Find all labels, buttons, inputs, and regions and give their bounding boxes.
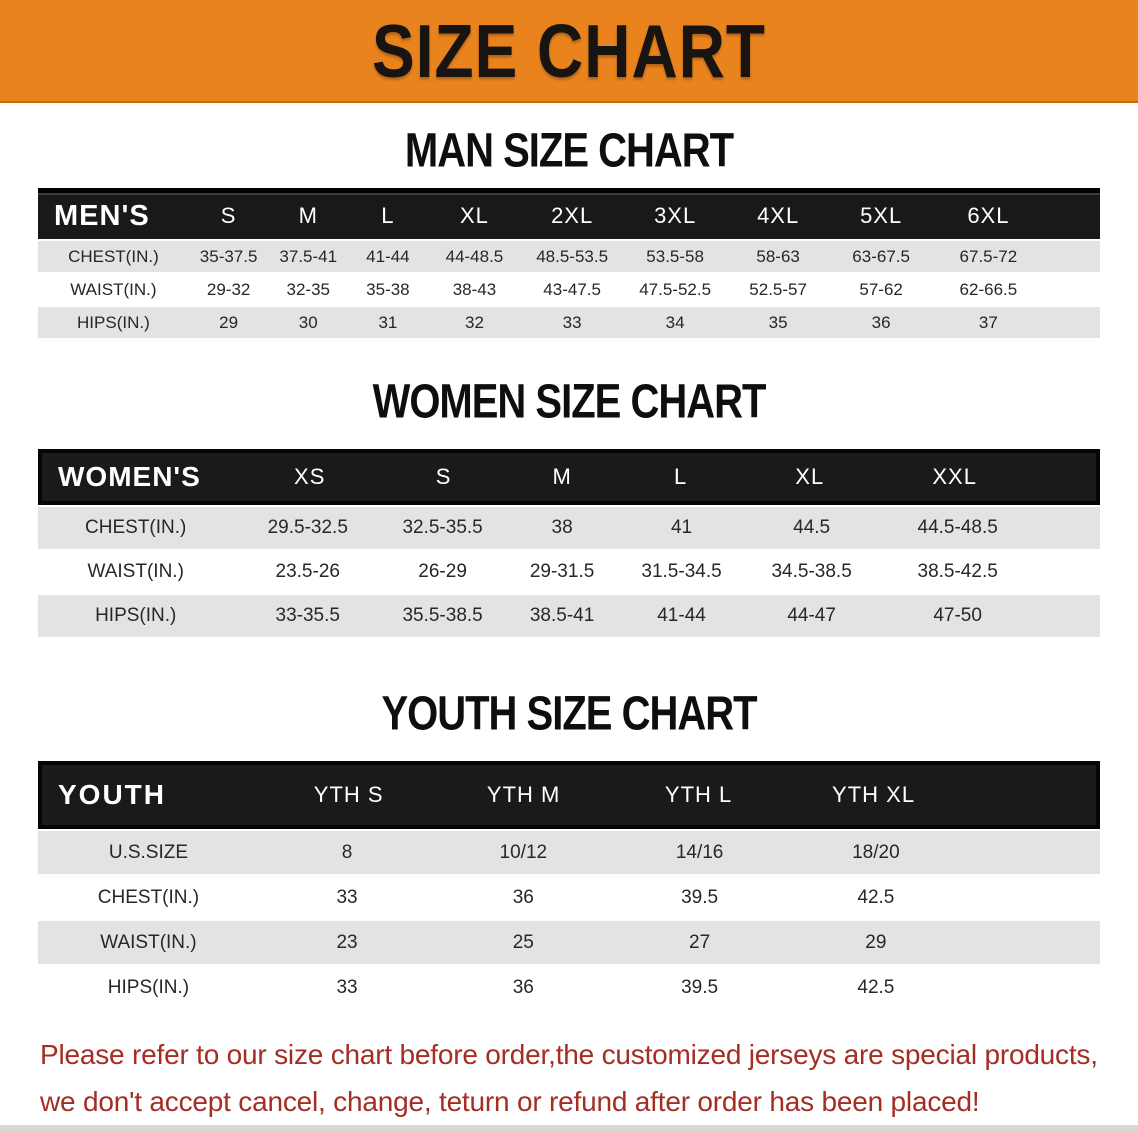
women-table-header-row [38,449,1100,505]
size-column-header: S [435,464,452,489]
size-value-cell: 25 [512,931,534,953]
size-value-cell: 35.5-38.5 [402,605,483,626]
women-section-heading-text: WOMEN SIZE CHART [372,375,766,429]
size-value-cell: 41 [670,517,693,538]
size-value-cell: 30 [298,312,318,332]
row-label: WAIST(IN.) [70,279,157,299]
size-column-header: 3XL [654,203,697,228]
size-column-header: 2XL [551,203,594,228]
size-value-cell: 23 [336,931,358,953]
size-value-cell: 38-43 [452,279,497,299]
size-value-cell: 42.5 [857,886,895,908]
size-value-cell: 42.5 [857,976,895,998]
women-waist-row [38,551,1100,593]
size-value-cell: 29-32 [206,279,251,299]
banner [0,0,1138,103]
size-value-cell: 29.5-32.5 [267,517,348,538]
size-column-header: XL [795,464,825,489]
size-value-cell: 57-62 [859,279,903,299]
size-value-cell: 36 [871,312,891,332]
size-value-cell: 18/20 [852,841,900,863]
size-value-cell: 34.5-38.5 [771,561,852,582]
disclaimer-line-1: Please refer to our size chart before order,the customized jerseys are special products, [40,1039,1098,1070]
youth-section-heading [0,687,1138,741]
row-label: U.S.SIZE [108,841,189,863]
size-column-header: YTH XL [832,782,916,807]
row-label: CHEST(IN.) [68,246,159,266]
size-value-cell: 52.5-57 [749,279,807,299]
size-value-cell: 39.5 [681,976,719,998]
size-value-cell: 58-63 [756,246,800,266]
youth-size-table [38,761,1100,1009]
men-section-heading-text: MAN SIZE CHART [404,124,734,178]
size-value-cell: 33 [562,312,582,332]
size-column-header: YTH S [313,782,384,807]
row-label: CHEST(IN.) [85,517,187,538]
page-title: SIZE CHART [372,8,766,93]
size-column-header: L [381,203,395,228]
size-column-header: S [220,203,237,228]
size-value-cell: 33 [336,976,358,998]
youth-waist-row [38,921,1100,964]
size-value-cell: 47-50 [933,605,982,626]
size-value-cell: 29-31.5 [529,561,595,582]
size-value-cell: 47.5-52.5 [639,279,712,299]
row-label: HIPS(IN.) [95,605,177,626]
men-table-corner-label: MEN'S [54,199,150,232]
youth-table-corner-label: YOUTH [58,779,166,810]
size-value-cell: 62-66.5 [959,279,1018,299]
row-label: WAIST(IN.) [100,931,197,953]
row-label: WAIST(IN.) [87,561,184,582]
size-value-cell: 53.5-58 [646,246,704,266]
row-label: HIPS(IN.) [77,312,150,332]
size-value-cell: 35-38 [366,279,410,299]
size-column-header: XS [294,464,326,489]
size-column-header: YTH L [664,782,733,807]
women-section-heading [0,375,1138,429]
youth-section-heading-text: YOUTH SIZE CHART [381,687,757,741]
size-column-header: XXL [932,464,977,489]
size-column-header: M [298,203,318,228]
size-value-cell: 35-37.5 [199,246,258,266]
size-value-cell: 32 [464,312,484,332]
size-value-cell: 32.5-35.5 [402,517,483,538]
women-size-table [38,449,1100,637]
size-value-cell: 29 [865,931,887,953]
size-value-cell: 43-47.5 [543,279,601,299]
size-value-cell: 27 [689,931,711,953]
size-value-cell: 63-67.5 [852,246,910,266]
size-value-cell: 33 [336,886,358,908]
bottom-edge-strip [0,1125,1138,1132]
size-value-cell: 37.5-41 [279,246,338,266]
disclaimer-line-2: we don't accept cancel, change, teturn or refund after order has been placed! [40,1086,980,1117]
youth-table-header-row [38,761,1100,829]
size-column-header: L [674,464,688,489]
youth-hips-row [38,966,1100,1009]
size-value-cell: 44-48.5 [445,246,504,266]
disclaimer [40,1031,1138,1125]
women-table-corner-label: WOMEN'S [58,461,201,492]
row-label: HIPS(IN.) [107,976,190,998]
size-value-cell: 31.5-34.5 [641,561,722,582]
women-hips-row [38,595,1100,637]
men-chest-row [38,241,1100,272]
size-value-cell: 41-44 [657,605,706,626]
size-column-header: XL [459,203,489,228]
size-column-header: 4XL [757,203,800,228]
size-value-cell: 36 [512,976,534,998]
size-value-cell: 32-35 [286,279,330,299]
size-value-cell: 10/12 [499,841,548,863]
size-value-cell: 34 [665,312,685,332]
size-value-cell: 38 [551,517,573,538]
size-value-cell: 36 [512,886,534,908]
size-value-cell: 33-35.5 [275,605,340,626]
youth-ussize-row [38,831,1100,874]
size-column-header: 5XL [860,203,903,228]
size-column-header: 6XL [967,203,1010,228]
row-label: CHEST(IN.) [97,886,200,908]
size-value-cell: 38.5-42.5 [917,561,998,582]
men-table-header-row [38,188,1100,239]
size-column-header: YTH M [486,782,561,807]
size-value-cell: 8 [341,841,353,863]
size-value-cell: 26-29 [418,561,467,582]
size-column-header: M [552,464,572,489]
size-value-cell: 67.5-72 [959,246,1018,266]
size-value-cell: 29 [219,312,239,332]
youth-chest-row [38,876,1100,919]
size-value-cell: 44-47 [787,605,836,626]
men-section-heading [0,124,1138,178]
size-value-cell: 38.5-41 [529,605,595,626]
size-value-cell: 35 [768,312,788,332]
size-value-cell: 44.5-48.5 [917,517,998,538]
size-value-cell: 14/16 [675,841,724,863]
size-value-cell: 23.5-26 [275,561,340,582]
men-hips-row [38,307,1100,338]
size-value-cell: 41-44 [366,246,410,266]
men-size-table [38,188,1100,338]
women-chest-row [38,507,1100,549]
size-value-cell: 44.5 [793,517,831,538]
men-waist-row [38,274,1100,305]
size-value-cell: 39.5 [681,886,719,908]
size-value-cell: 37 [978,312,998,332]
size-value-cell: 48.5-53.5 [536,246,609,266]
size-value-cell: 31 [378,312,398,332]
